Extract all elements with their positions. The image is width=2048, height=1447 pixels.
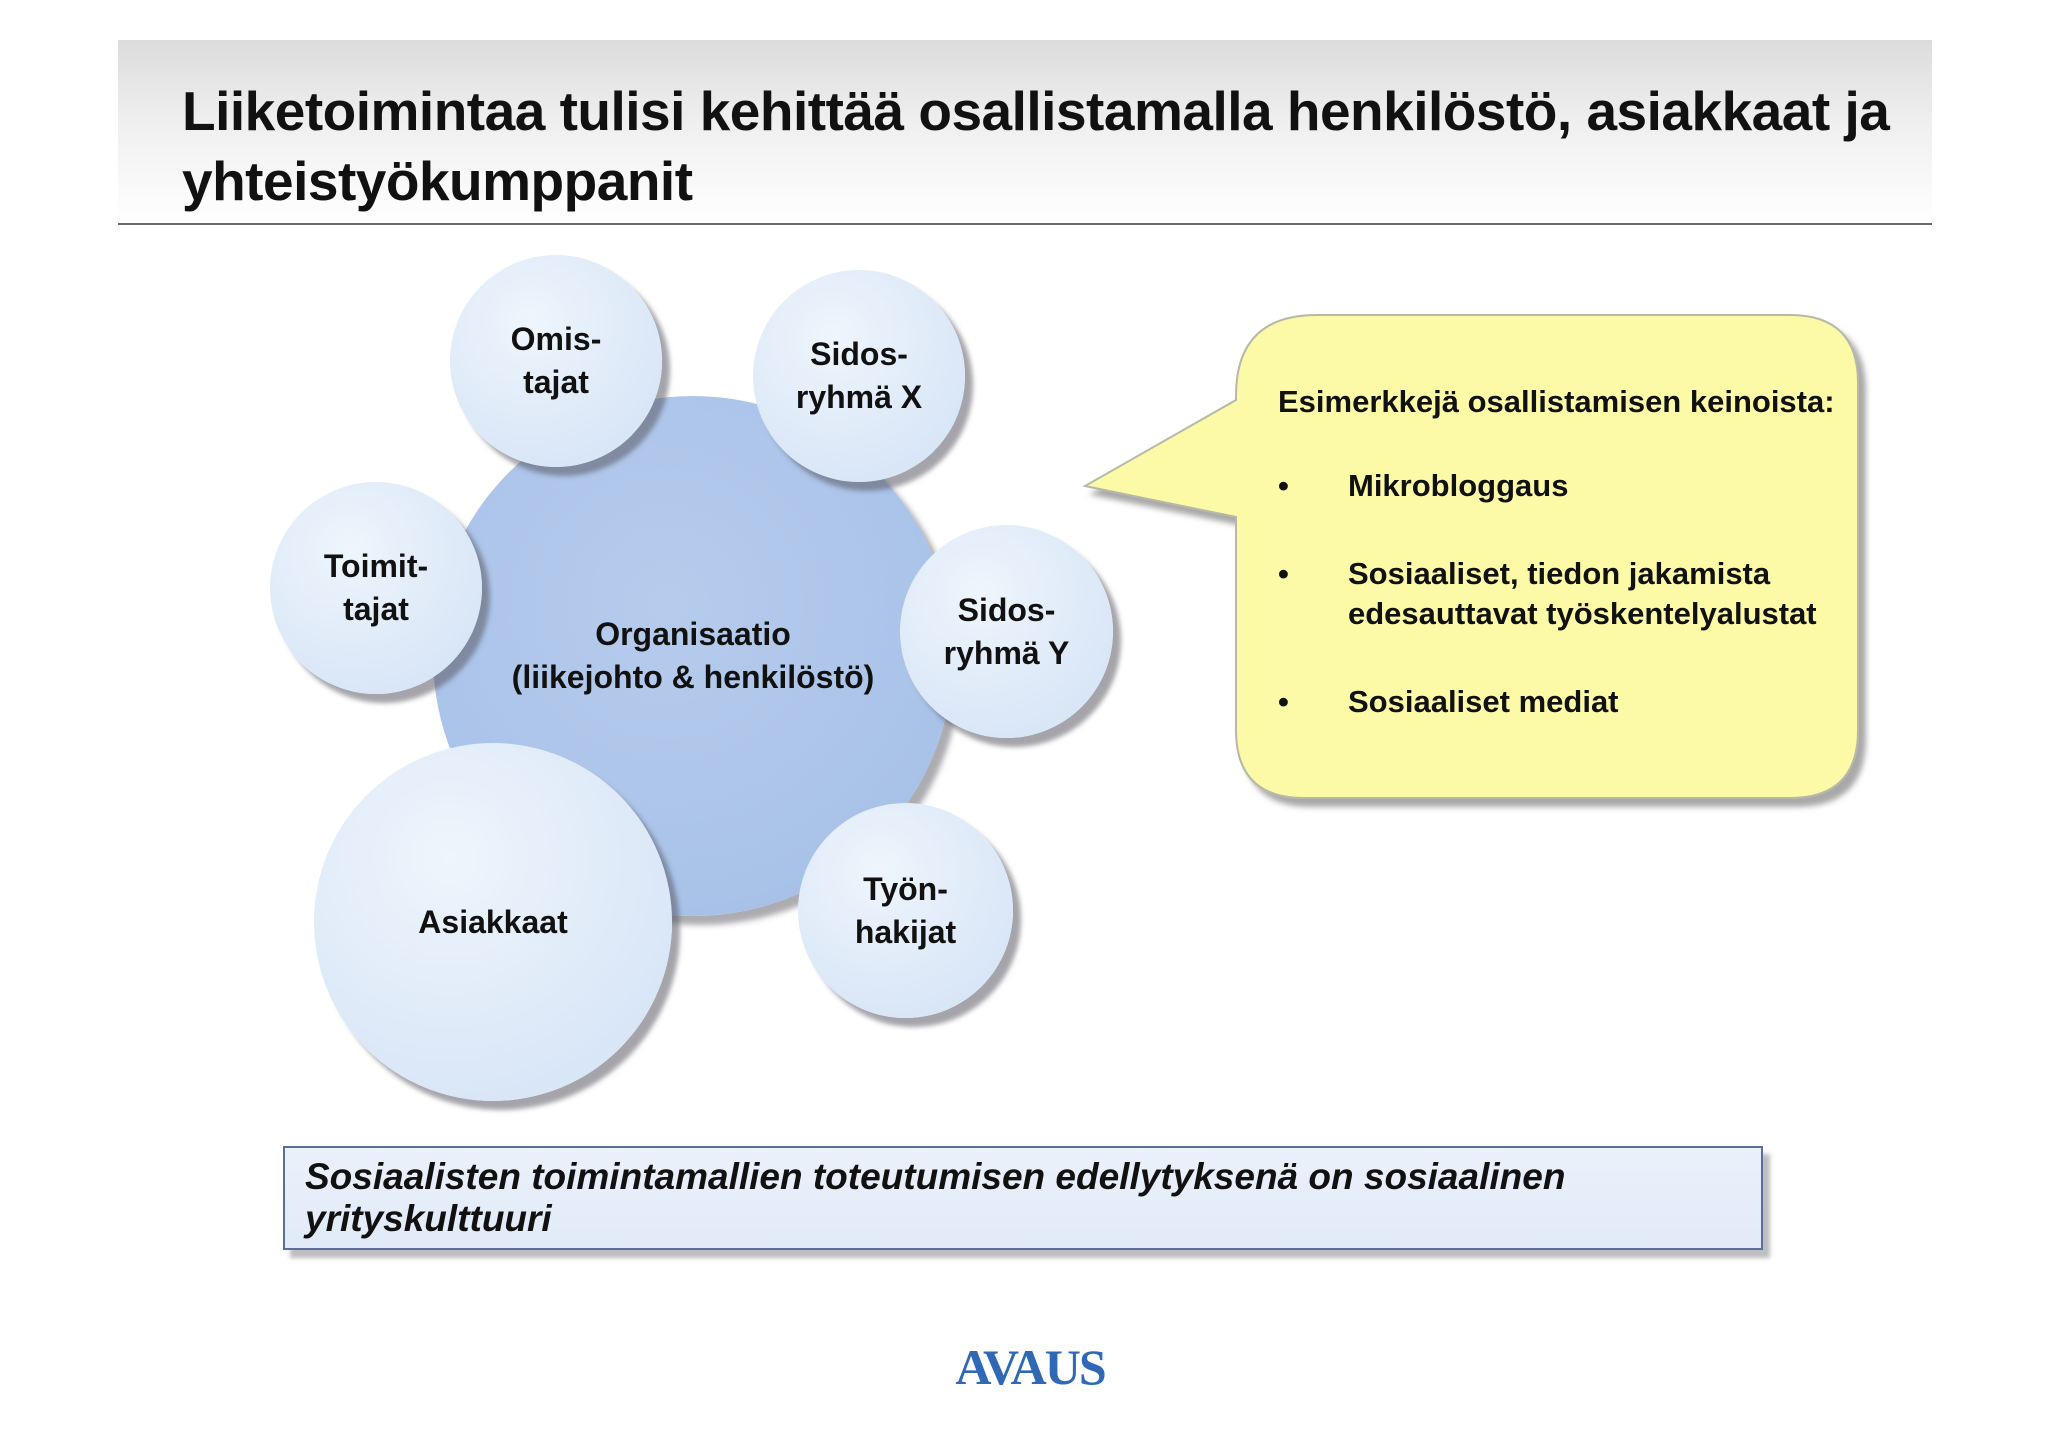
owners-label: Omis- tajat [510, 321, 602, 400]
stakeholder-y-label: Sidos- ryhmä Y [943, 591, 1070, 671]
footer-statement-box [283, 1146, 1763, 1250]
list-item-text: Mikrobloggaus [1348, 468, 1569, 503]
organization-label: Organisaatio (liikejohto & henkilöstö) [511, 616, 875, 695]
page-title: Liiketoimintaa tulisi kehittää osallistamalla henkilöstö, asiakkaat ja yhteistyökumppanit [182, 80, 1890, 212]
footer-statement: Sosiaalisten toimintamallien toteutumisen edellytyksenä on sosiaalinen yrityskulttuuri [305, 1156, 1566, 1239]
customers-label: Asiakkaat [418, 903, 568, 940]
list-item [1278, 554, 1838, 634]
job-seekers-label: Työn- hakijat [854, 870, 957, 950]
bullet-icon: • [1278, 684, 1289, 719]
bullet-icon: • [1278, 468, 1289, 503]
list-item-text: Sosiaaliset mediat [1348, 684, 1619, 719]
stakeholder-x-label: Sidos- ryhmä X [795, 336, 923, 415]
list-item [1278, 466, 1838, 506]
avaus-logo: AVAUS [955, 1339, 1105, 1395]
callout-content [1278, 382, 1838, 770]
list-item [1278, 682, 1838, 722]
callout-heading: Esimerkkejä osallistamisen keinoista: [1278, 384, 1835, 419]
suppliers-label: Toimit- tajat [323, 548, 429, 627]
bullet-icon: • [1278, 556, 1289, 591]
callout-list [1278, 466, 1838, 722]
list-item-text: Sosiaaliset, tiedon jakamista edesauttavat työskentelyalustat [1348, 556, 1817, 631]
